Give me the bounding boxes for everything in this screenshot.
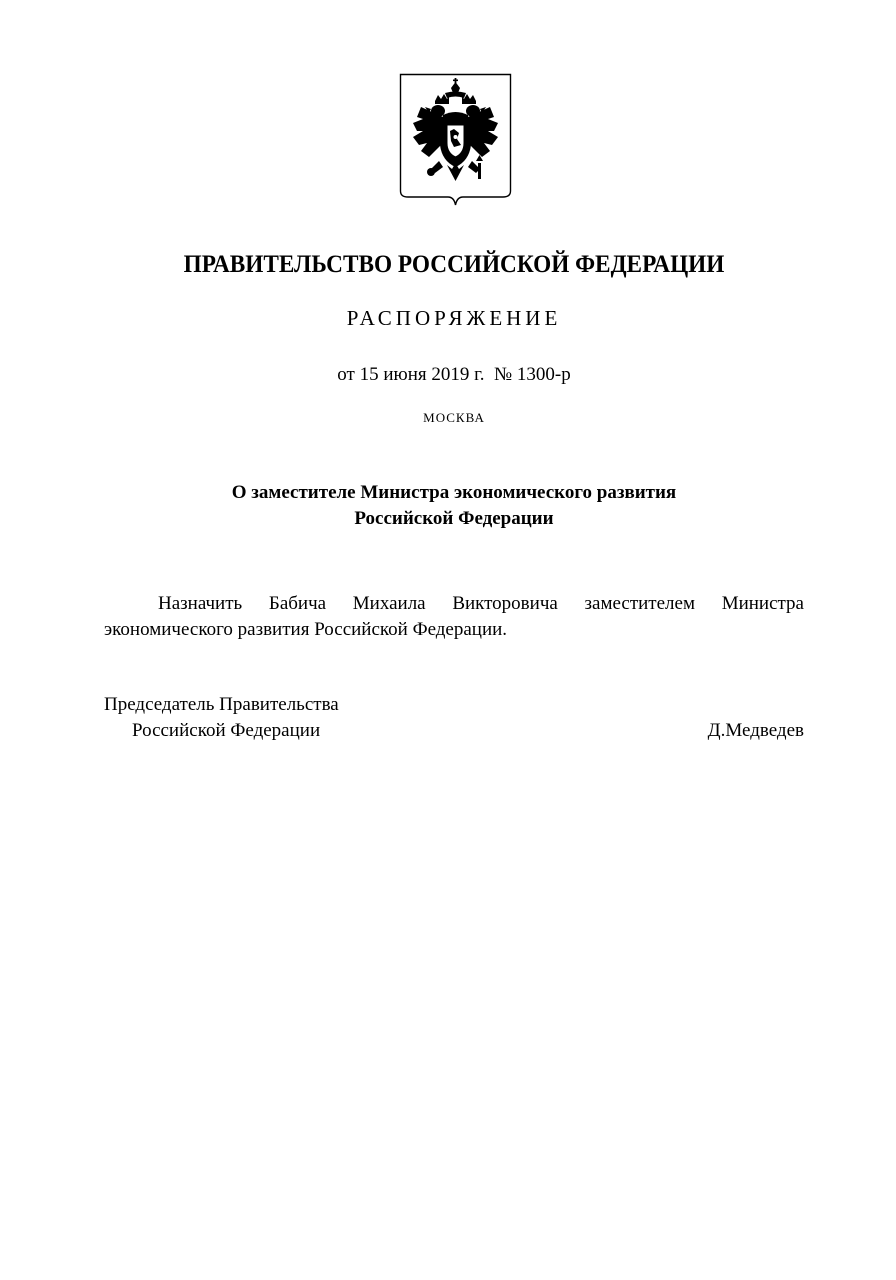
body-line-2: экономического развития Российской Федерации. [104, 619, 508, 640]
signature-block [104, 692, 804, 744]
document-body [104, 591, 804, 643]
document-subject [0, 480, 896, 532]
subject-line-1: О заместителе Министра экономического развития [231, 482, 677, 503]
signatory-name: Д.Медведев [707, 720, 804, 741]
body-word: Министра [721, 593, 804, 614]
body-word: Назначить [158, 593, 243, 614]
government-title: ПРАВИТЕЛЬСТВО РОССИЙСКОЙ ФЕДЕРАЦИИ [183, 251, 725, 278]
document-date-number: от 15 июня 2019 г. № 1300-р [337, 364, 571, 385]
subject-line-2: Российской Федерации [354, 508, 554, 529]
body-word: заместителем [584, 593, 695, 614]
body-word: Викторовича [452, 593, 558, 614]
body-line-1 [104, 591, 804, 617]
body-word: Бабича [268, 593, 327, 614]
coat-of-arms-icon [399, 73, 512, 207]
signature-line [104, 718, 804, 744]
document-type: РАСПОРЯЖЕНИЕ [346, 306, 562, 330]
document-city: МОСКВА [423, 410, 485, 425]
signatory-position: Председатель Правительства [104, 694, 339, 715]
body-word: Михаила [352, 593, 426, 614]
signatory-organization: Российской Федерации [132, 720, 321, 741]
